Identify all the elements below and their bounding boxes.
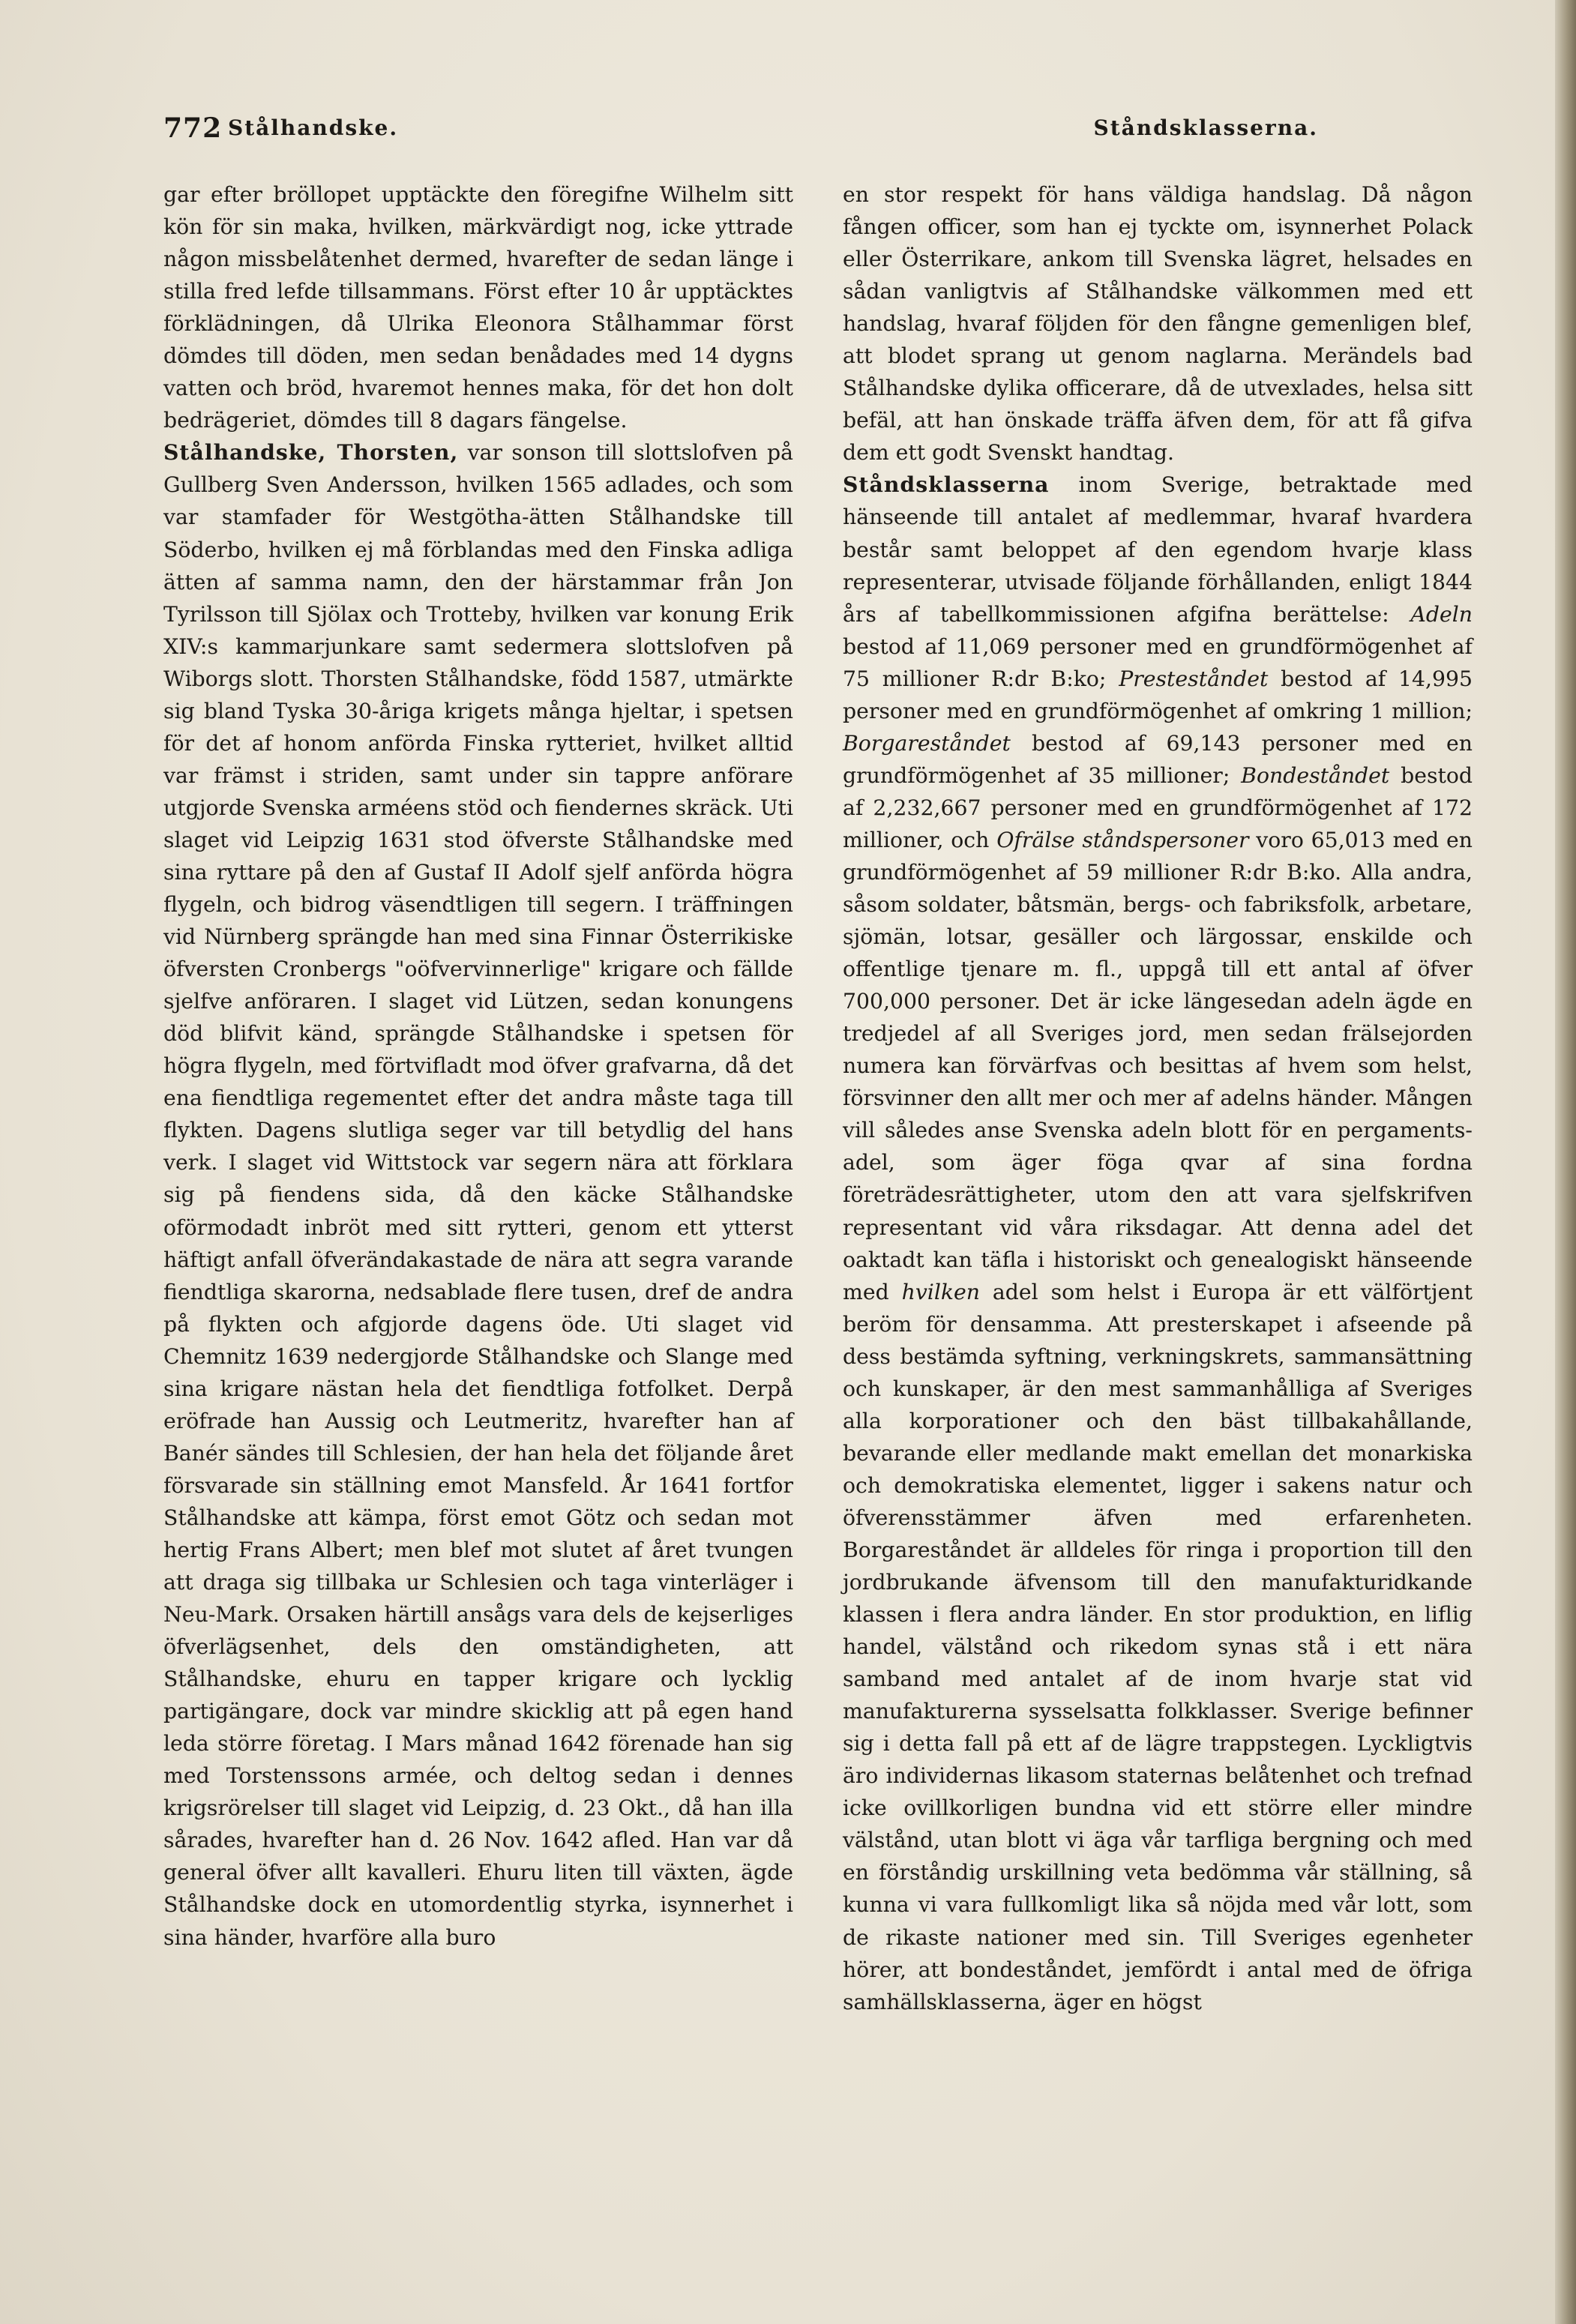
entry-text-segment: bestod af 69,143 personer med en grundförmögenhet af 35 millioner; (843, 730, 1473, 788)
entry-standsklasserna (843, 469, 1473, 2017)
italic-term-borgareståndet: Borgareståndet (843, 730, 1011, 756)
paragraph-wilhelm-continuation: gar efter bröllopet upptäckte den föregifne Wilhelm sitt kön för sin maka, hvilken, märkvärdigt nog, icke yttrade någon missbelåtenhet dermed, hvarefter de sedan länge i stilla fred lefde tillsammans. Först efter 10 år upptäcktes förklädningen, då Ulrika Eleonora Stålhammar först dömdes till döden, men sedan benådades med 14 dygns vatten och bröd, hvaremot hennes maka, för det hon dolt bedrägeriet, dömdes till 8 dagars fängelse. (163, 182, 793, 433)
entry-heading-standsklasserna: Ståndsklasserna (843, 472, 1050, 498)
italic-term-presteståndet: Presteståndet (1119, 666, 1269, 691)
left-column (163, 178, 793, 1954)
paragraph-stalhandske-continuation: en stor respekt för hans väldiga handslag. Då någon fången officer, som han ej tyckte om, isynnerhet Polack eller Österrikare, ankom till Svenska lägret, helsades en sådan vanligtvis af Stålhandske välkommen med ett handslag, hvaraf följden för den fångne gemenligen blef, att blodet sprang ut genom naglarna. Merändels bad Stålhandske dylika officerare, då de utvexlades, helsa sitt befäl, att han önskade träffa äfven dem, för att få gifva dem ett godt Svenskt handtag. (843, 182, 1473, 466)
entry-stalhandske-thorsten (163, 436, 793, 1953)
left-running-head: Stålhandske. (228, 115, 399, 140)
entry-text-segment: bestod af 2,232,667 personer med en grundförmögenhet af 172 millioner, och (843, 762, 1473, 852)
italic-term-ofralse: Ofrälse ståndspersoner (996, 827, 1249, 852)
italic-term-adeln: Adeln (1410, 601, 1473, 627)
entry-text-segment: bestod af 14,995 personer med en grundförmögenhet af omkring 1 million; (843, 666, 1473, 723)
entry-text-segment: voro 65,013 med en grundförmögenhet af 59 millioner R:dr B:ko. Alla andra, såsom soldater, båtsmän, bergs- och fabriksfolk, arbetare, sjömän, lotsar, gesäller och lärgossar, enskilde och offentlige tjenare m. fl., uppgå till ett antal af öfver 700,000 personer. Det är icke längesedan adeln ägde en tredjedel af all Sveriges jord, men sedan frälsejorden numera kan förvärfvas och besittas af hvem som helst, försvinner den allt mer och mer af adelns händer. Mången vill således anse Svenska adeln blott för en pergaments-adel, som äger föga qvar af sina fordna företrädesrättigheter, utom den att vara sjelfskrifven representant vid våra riksdagar. Att denna adel det oaktadt kan täfla i historiskt och genealogiskt hänseende med (843, 827, 1473, 1304)
page-spine-edge (1555, 0, 1576, 2324)
entry-text-segment: bestod af 11,069 personer med en grundförmögenhet af 75 millioner R:dr B:ko; (843, 633, 1473, 691)
right-column (843, 178, 1473, 2018)
entry-text-segment: inom Sverige, betraktade med hänseende till antalet af medlemmar, hvaraf hvardera består samt beloppet af den egendom hvarje klass representerar, utvisade följande förhållanden, enligt 1844 års af tabellkommissionen afgifna berättelse: (843, 472, 1473, 627)
entry-heading-stalhandske: Stålhandske, Thorsten, (163, 439, 459, 466)
page-number: 772 (163, 112, 223, 144)
entry-body-stalhandske: var sonson till slottslofven på Gullberg Sven Andersson, hvilken 1565 adlades, och som var stamfader för Westgötha-ätten Stålhandske till Söderbo, hvilken ej må förblandas med den Finska adliga ätten af samma namn, den der härstammar från Jon Tyrilsson till Sjölax och Trotteby, hvilken var konung Erik XIV:s kammarjunkare samt sedermera slottslofven på Wiborgs slott. Thorsten Stålhandske, född 1587, utmärkte sig bland Tyska 30-åriga krigets många hjeltar, i spetsen för det af honom anförda Finska rytteriet, hvilket alltid var främst i striden, samt under sin tappre anförare utgjorde Svenska arméens stöd och fiendernes skräck. Uti slaget vid Leipzig 1631 stod öfverste Stålhandske med sina ryttare på den af Gustaf II Adolf sjelf anförda högra flygeln, och bidrog väsendtligen till segern. I träffningen vid Nürnberg sprängde han med sina Finnar Österrikiske öfversten Cronbergs "oöfvervinnerlige" krigare och fällde sjelfve anföraren. I slaget vid Lützen, sedan konungens död blifvit känd, sprängde Stålhandske i spetsen för högra flygeln, med förtvifladt mod öfver grafvarna, då det ena fiendtliga regementet efter det andra måste taga till flykten. Dagens slutliga seger var till betydlig del hans verk. I slaget vid Wittstock var segern nära att förklara sig på fiendens sida, då den käcke Stålhandske oförmodadt inbröt med sitt rytteri, genom ett ytterst häftigt anfall öfverändakastade de nära att segra varande fiendtliga skarorna, nedsablade flere tusen, dref de andra på flykten och afgjorde dagens öde. Uti slaget vid Chemnitz 1639 nedergjorde Stålhandske och Slange med sina krigare nästan hela det fiendtliga fotfolket. Derpå eröfrade han Aussig och Leutmeritz, hvarefter han af Banér sändes till Schlesien, der han hela det följande året försvarade sin ställning emot Mansfeld. År 1641 fortfor Stålhandske att kämpa, först emot Götz och sedan mot hertig Frans Albert; men blef mot slutet af året tvungen att draga sig tillbaka ur Schlesien och taga vinterläger i Neu-Mark. Orsaken härtill ansågs vara dels de kejserliges öfverlägsenhet, dels den omständigheten, att Stålhandske, ehuru en tapper krigare och lycklig partigängare, dock var mindre skicklig att på egen hand leda större företag. I Mars månad 1642 förenade han sig med Torstenssons armée, och deltog sedan i dennes krigsrörelser till slaget vid Leipzig, d. 23 Okt., då han illa sårades, hvarefter han d. 26 Nov. 1642 afled. Han var då general öfver allt kavalleri. Ehuru liten till växten, ägde Stålhandske dock en utomordentlig styrka, isynnerhet i sina händer, hvarföre alla buro (163, 440, 793, 1950)
italic-term-bondeståndet: Bondeståndet (1241, 762, 1390, 788)
running-header (163, 112, 1318, 150)
entry-text-segment: adel som helst i Europa är ett välförtjent beröm för densamma. Att presterskapet i afseende på dess bestämda syftning, verkningskrets, sammansättning och kunskaper, är den mest sammanhålliga af Sveriges alla korporationer och den bäst tillbakahållande, bevarande eller medlande makt emellan det monarkiska och demokratiska elementet, ligger i sakens natur och öfverensstämmer äfven med erfarenheten. Borgareståndet är alldeles för ringa i proportion till den jordbrukande äfvensom till den manufakturidkande klassen i flera andra länder. En stor produktion, en liflig handel, välstånd och rikedom synas stå i ett nära samband med antalet af de inom hvarje stat vid manufakturerna sysselsatta folkklasser. Sverige befinner sig i detta fall på ett af de lägre trappstegen. Lyckligtvis äro individernas likasom staternas belåtenhet och trefnad icke ovillkorligen bundna vid ett större eller mindre välstånd, utan blott vi äga vår tarfliga bergning och med en förståndig urskillning veta bedömma vår ställning, så kunna vi vara fullkomligt lika så nöjda med vår lott, som de rikaste nationer med sin. Till Sveriges egenheter hörer, att bondeståndet, jemfördt i antal med de öfriga samhällsklasserna, äger en högst (843, 1279, 1473, 2014)
right-running-head: Ståndsklasserna. (1093, 115, 1318, 140)
italic-term-hvilken: hvilken (901, 1279, 981, 1304)
